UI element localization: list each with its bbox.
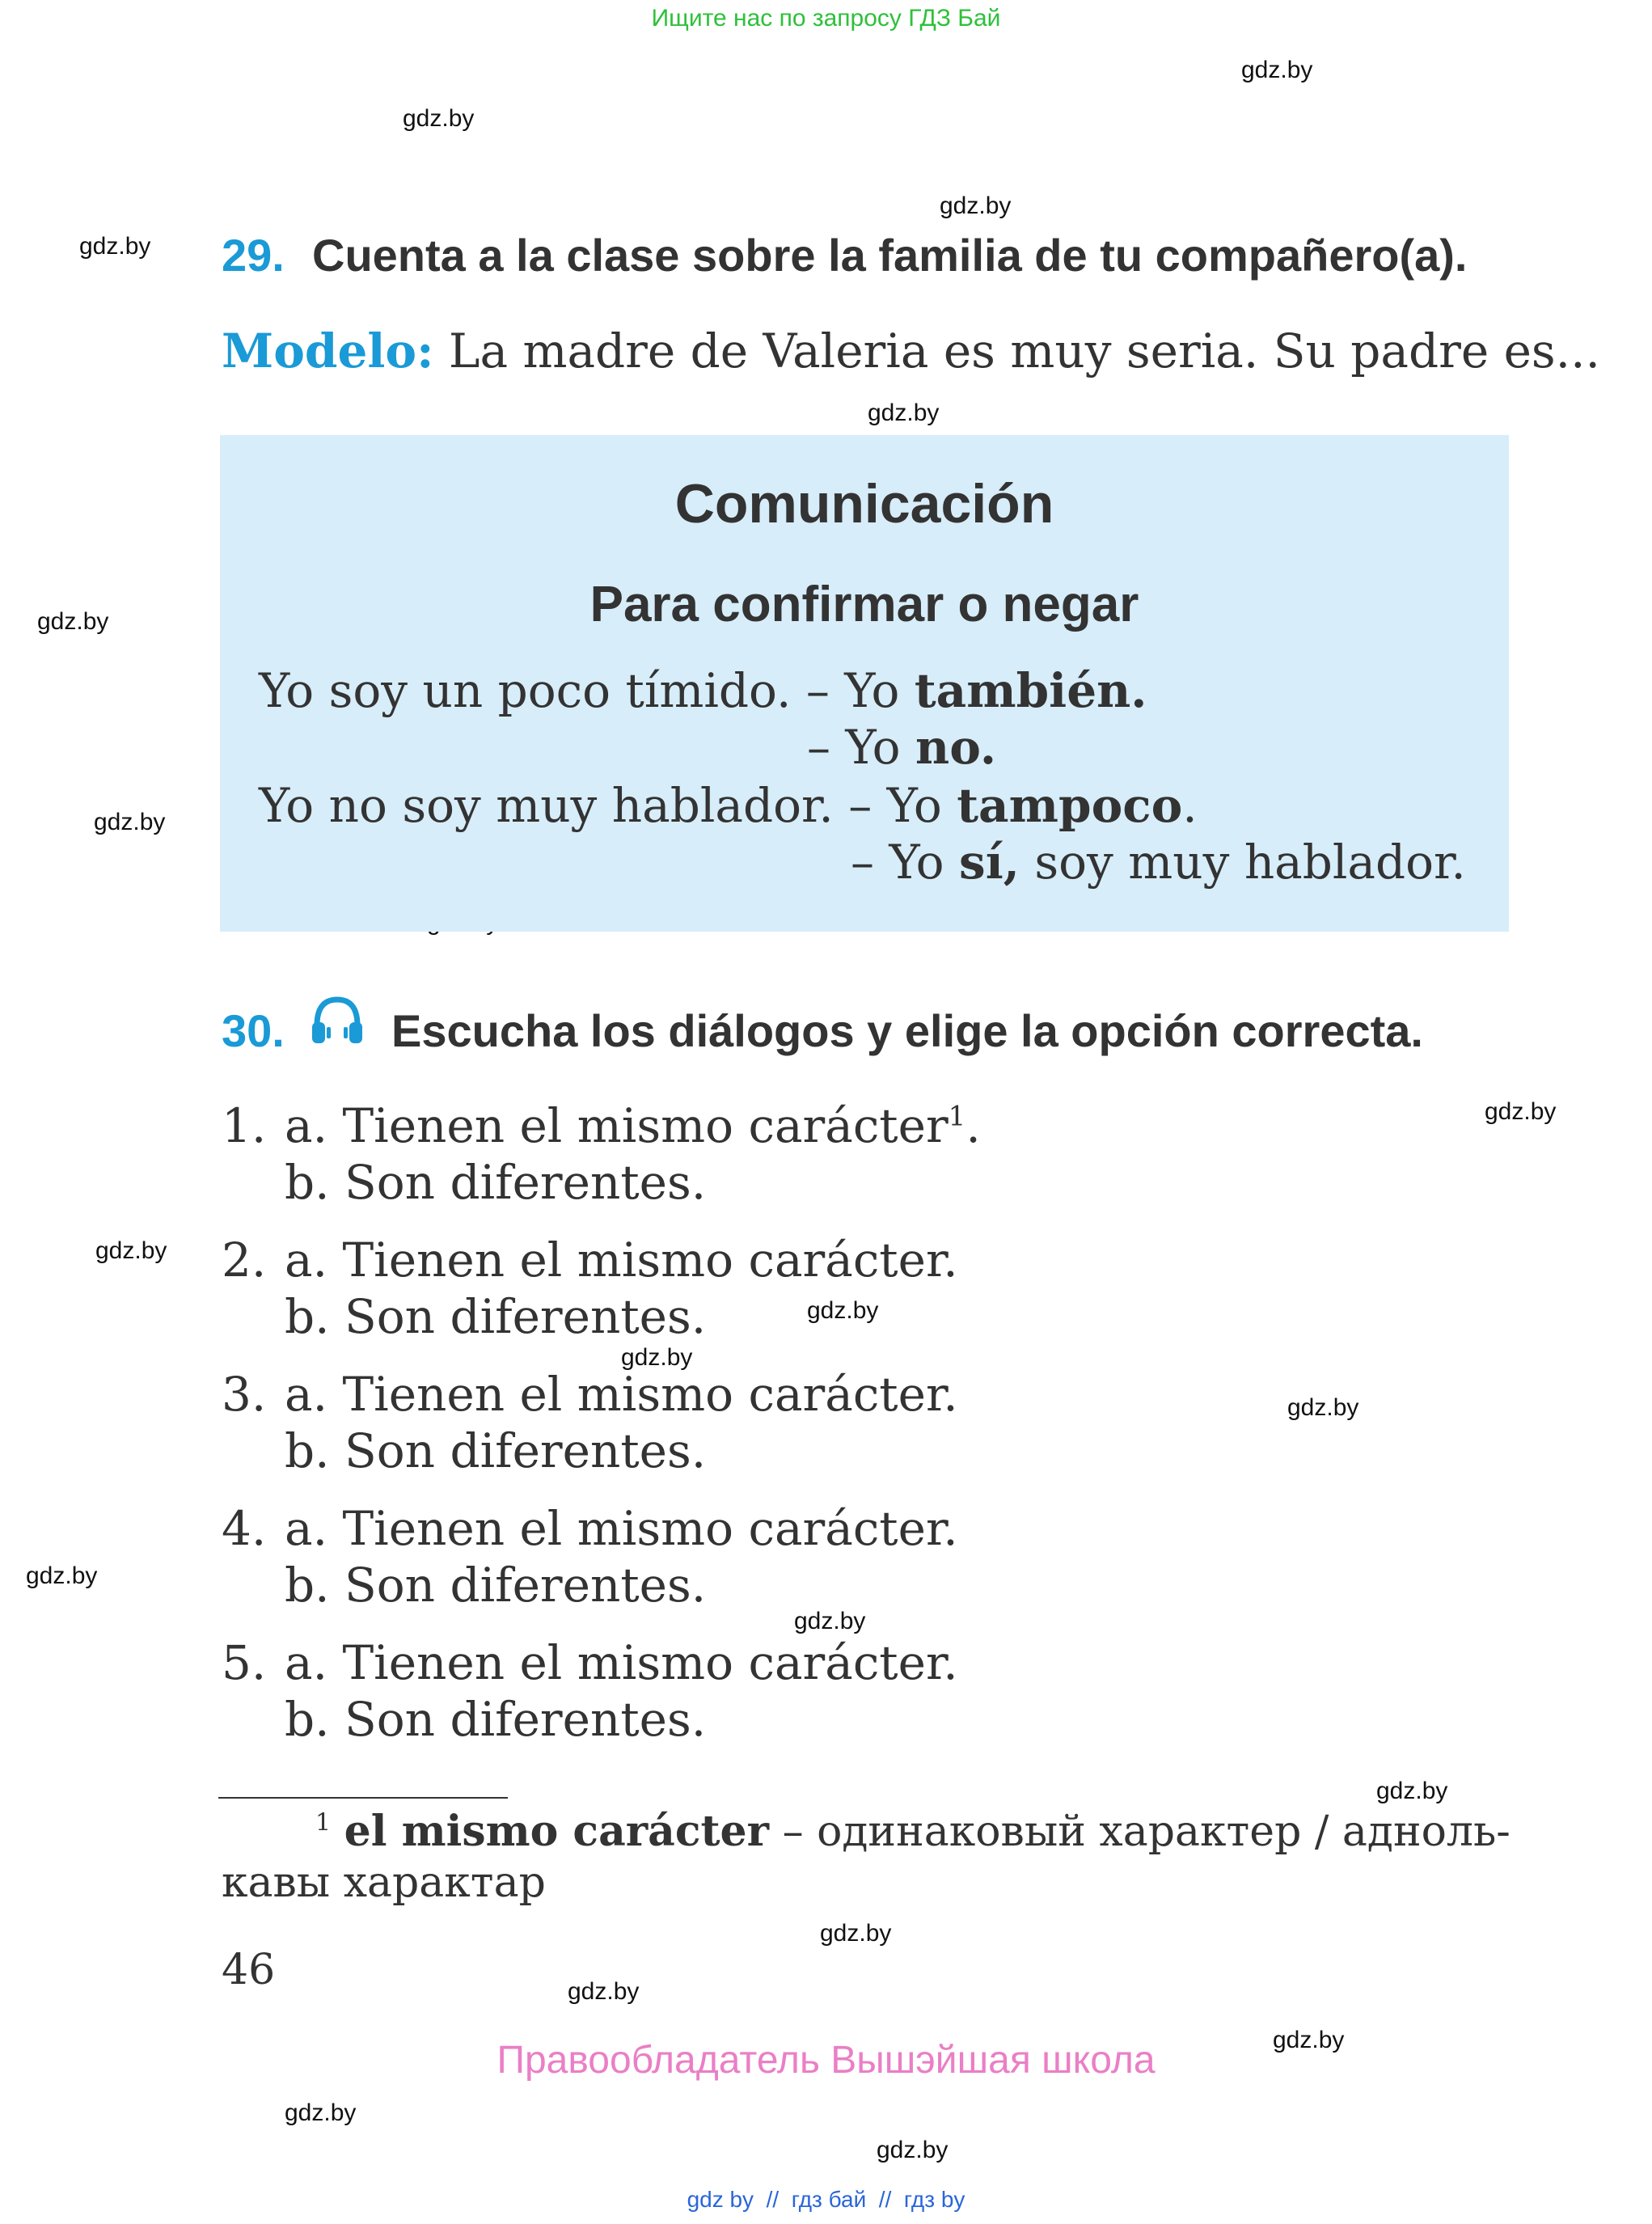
watermark: gdz.by xyxy=(1273,2027,1345,2053)
item-option-a: a. Tienen el mismo carácter. xyxy=(285,1233,958,1287)
rights-holder: Правообладатель Вышэйшая школа xyxy=(496,2039,1156,2082)
watermark: gdz.by xyxy=(820,1920,892,1947)
option-a-end: . xyxy=(965,1098,981,1153)
watermark: gdz.by xyxy=(94,809,166,835)
model-line xyxy=(222,323,1600,378)
watermark: gdz.by xyxy=(285,2099,357,2126)
dialog-line-4-bold: sí, xyxy=(959,835,1020,890)
footnote-mark: 1 xyxy=(315,1808,332,1837)
exercise-29-number: 29. xyxy=(222,230,285,281)
dialog-line-1-bold: también. xyxy=(914,663,1147,718)
dialog-line-3-end: . xyxy=(1182,778,1198,833)
exercise-30-title: Escucha los diálogos y elige la opción correcta. xyxy=(391,1005,1423,1056)
watermark: gdz.by xyxy=(868,400,940,426)
box-title: Comunicación xyxy=(674,473,1054,535)
item-option-b: b. Son diferentes. xyxy=(285,1692,707,1747)
dialog-line-3-text: Yo no soy muy hablador. – Yo xyxy=(259,778,957,833)
dialog-line-3-bold: tampoco xyxy=(957,778,1183,833)
watermark: gdz.by xyxy=(95,1237,167,1264)
item-option-b: b. Son diferentes. xyxy=(285,1155,707,1210)
box-subtitle: Para confirmar o negar xyxy=(589,577,1139,632)
dialog-line-2 xyxy=(807,720,996,775)
dialog-line-4-text: – Yo xyxy=(851,835,960,890)
watermark: gdz.by xyxy=(1287,1394,1359,1421)
item-number: 4. xyxy=(222,1501,267,1556)
item-option-a xyxy=(285,1098,981,1153)
watermark: gdz.by xyxy=(1376,1778,1448,1804)
footnote-term: el mismo carácter xyxy=(344,1807,770,1856)
footnote-line-2: кавы характар xyxy=(222,1858,546,1907)
item-number: 2. xyxy=(222,1233,267,1287)
top-banner: Ищите нас по запросу ГДЗ Бай xyxy=(651,5,1001,32)
footnote-translation: – одинаковый характер / аднoль- xyxy=(769,1808,1510,1856)
item-option-a: a. Tienen el mismo carácter. xyxy=(285,1635,958,1690)
item-option-a: a. Tienen el mismo carácter. xyxy=(285,1501,958,1556)
item-option-b: b. Son diferentes. xyxy=(285,1558,707,1613)
watermark: gdz.by xyxy=(940,192,1012,219)
footnote-line-1 xyxy=(315,1807,1510,1856)
watermark: gdz.by xyxy=(37,608,109,635)
model-label: Modelo: xyxy=(222,323,434,378)
option-a-text: a. Tienen el mismo carácter xyxy=(285,1098,949,1153)
exercise-29-title: Cuenta a la clase sobre la familia de tu compañero(a). xyxy=(312,230,1468,281)
watermark: gdz.by xyxy=(794,1608,866,1634)
watermark: gdz.by xyxy=(403,105,475,132)
exercise-30-number: 30. xyxy=(222,1005,285,1056)
dialog-line-4 xyxy=(851,835,1466,890)
model-text: La madre de Valeria es muy seria. Su padre es... xyxy=(448,323,1600,378)
item-number: 3. xyxy=(222,1367,267,1422)
watermark: gdz.by xyxy=(877,2137,949,2163)
watermark: gdz.by xyxy=(79,233,151,260)
dialog-line-2-bold: no. xyxy=(915,720,997,775)
dialog-line-1-text: Yo soy un poco tímido. – Yo xyxy=(259,663,915,718)
dialog-line-2-text: – Yo xyxy=(807,720,916,775)
item-number: 5. xyxy=(222,1635,267,1690)
item-option-b: b. Son diferentes. xyxy=(285,1289,707,1344)
watermark: gdz.by xyxy=(1485,1098,1557,1125)
watermark: gdz.by xyxy=(621,1344,693,1371)
headphones-icon xyxy=(309,993,365,1053)
watermark: gdz.by xyxy=(26,1562,98,1589)
dialog-line-1 xyxy=(259,663,1147,718)
bottom-links[interactable]: gdz by // гдз бай // гдз by xyxy=(687,2187,965,2212)
dialog-line-3 xyxy=(259,778,1198,833)
watermark: gdz.by xyxy=(568,1978,640,2005)
footnote-ref: 1 xyxy=(948,1100,966,1133)
watermark: gdz.by xyxy=(1241,57,1313,83)
item-number: 1. xyxy=(222,1098,267,1153)
watermark: gdz.by xyxy=(807,1297,879,1324)
footnote-rule xyxy=(218,1797,508,1799)
item-option-b: b. Son diferentes. xyxy=(285,1423,707,1478)
dialog-line-4-end: soy muy hablador. xyxy=(1019,835,1466,890)
item-option-a: a. Tienen el mismo carácter. xyxy=(285,1367,958,1422)
page-number: 46 xyxy=(222,1946,276,1994)
